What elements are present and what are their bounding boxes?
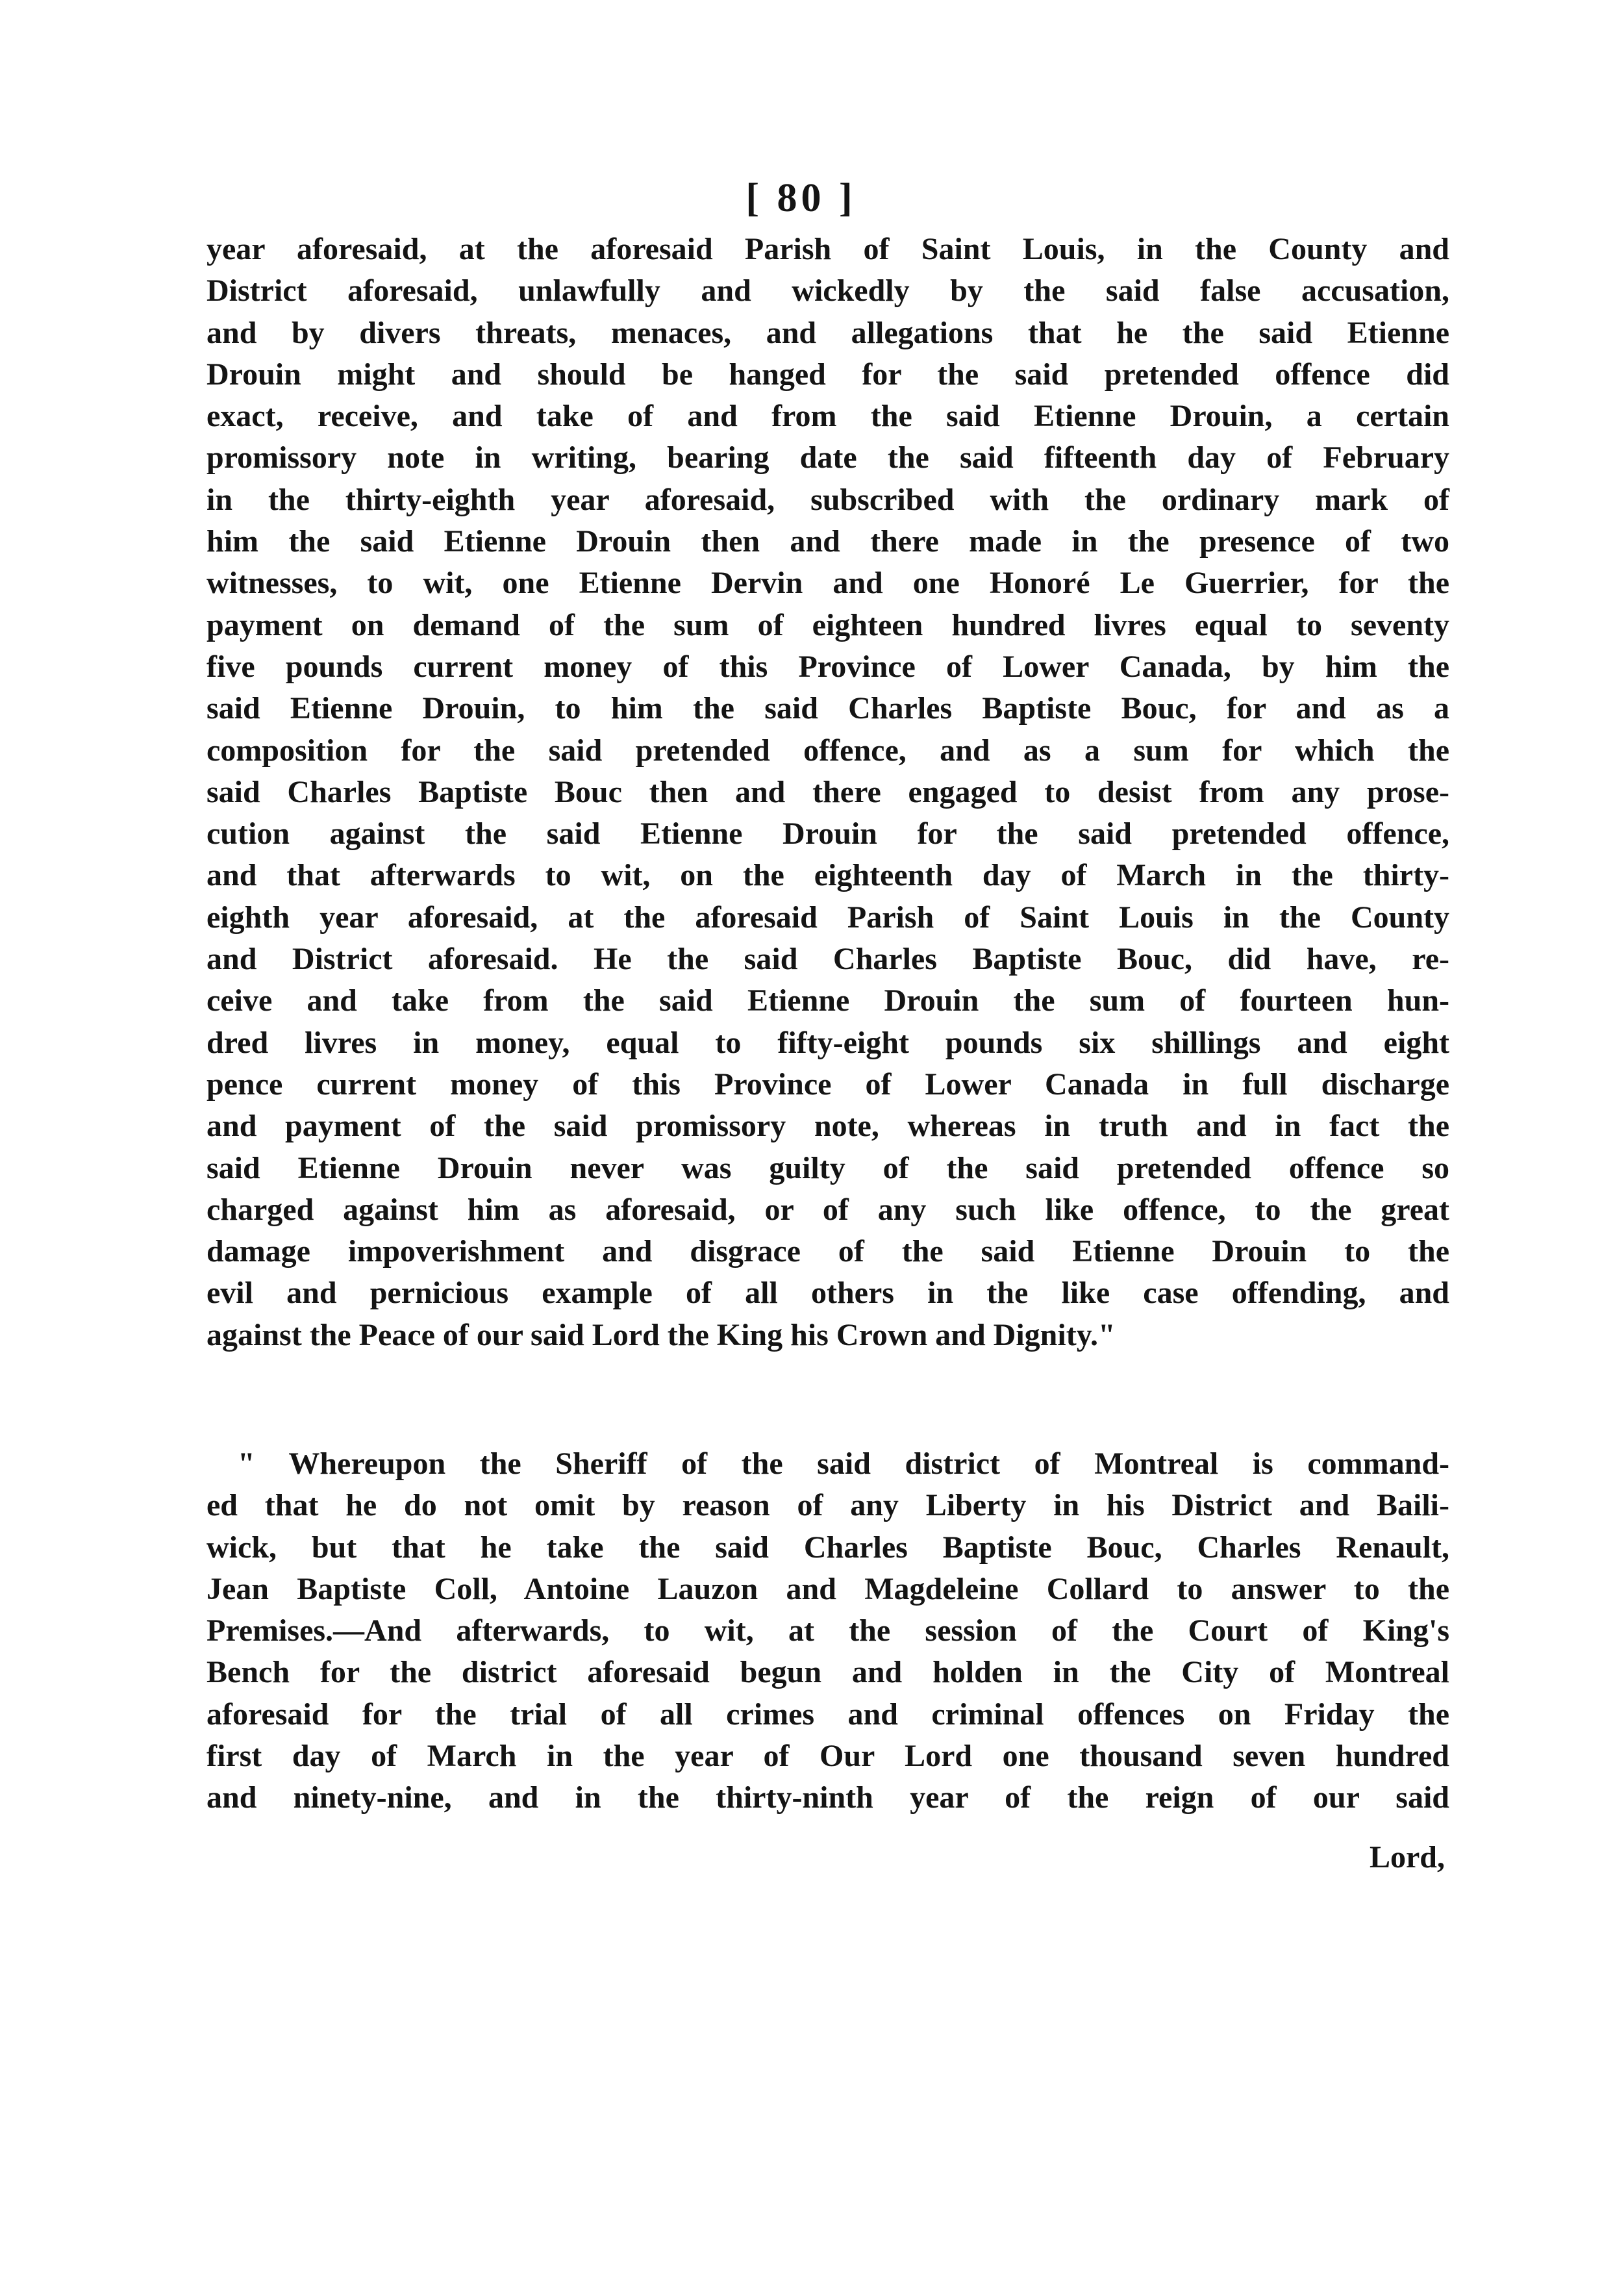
text-line: eighth year aforesaid, at the aforesaid Parish of Saint Louis in the County: [207, 900, 1449, 935]
text-line: promissory note in writing, bearing date the said fifteenth day of February: [207, 440, 1449, 475]
text-line: against the Peace of our said Lord the King his Crown and Dignity.": [207, 1317, 1116, 1352]
text-line: him the said Etienne Drouin then and there made in the presence of two: [207, 524, 1449, 559]
text-line: charged against him as aforesaid, or of any such like offence, to the great: [207, 1192, 1449, 1227]
text-line: in the thirty-eighth year aforesaid, subscribed with the ordinary mark of: [207, 482, 1449, 517]
text-line: Premises.—And afterwards, to wit, at the session of the Court of King's: [207, 1613, 1449, 1648]
text-line: year aforesaid, at the aforesaid Parish of Saint Louis, in the County and: [207, 232, 1449, 266]
text-line: dred livres in money, equal to fifty-eight pounds six shillings and eight: [207, 1025, 1449, 1060]
text-line: and that afterwards to wit, on the eighteenth day of March in the thirty-: [207, 858, 1449, 893]
text-line: and by divers threats, menaces, and allegations that he the said Etienne: [207, 315, 1449, 350]
text-line: ceive and take from the said Etienne Drouin the sum of fourteen hun-: [207, 983, 1449, 1018]
text-line: and ninety-nine, and in the thirty-ninth year of the reign of our said: [207, 1780, 1449, 1815]
text-line: said Etienne Drouin, to him the said Charles Baptiste Bouc, for and as a: [207, 691, 1449, 726]
paragraph-1: [207, 229, 1449, 1356]
text-line: exact, receive, and take of and from the said Etienne Drouin, a certain: [207, 399, 1449, 434]
text-line: pence current money of this Province of Lower Canada in full discharge: [207, 1066, 1449, 1102]
text-line: and District aforesaid. He the said Charles Baptiste Bouc, did have, re-: [207, 942, 1449, 977]
text-line: payment on demand of the sum of eighteen hundred livres equal to seventy: [207, 607, 1449, 642]
text-line: evil and pernicious example of all others in the like case offending, and: [207, 1276, 1449, 1311]
text-line: said Charles Baptiste Bouc then and there engaged to desist from any prose-: [207, 774, 1449, 809]
text-line: and payment of the said promissory note, whereas in truth and in fact the: [207, 1109, 1449, 1144]
text-line: cution against the said Etienne Drouin for the said pretended offence,: [207, 816, 1449, 852]
text-line: said Etienne Drouin never was guilty of the said pretended offence so: [207, 1150, 1449, 1185]
text-line: aforesaid for the trial of all crimes and criminal offences on Friday the: [207, 1697, 1449, 1732]
text-line: wick, but that he take the said Charles Baptiste Bouc, Charles Renault,: [207, 1530, 1449, 1565]
text-line: composition for the said pretended offence, and as a sum for which the: [207, 733, 1449, 768]
page-number: [ 80 ]: [745, 176, 857, 220]
text-line: five pounds current money of this Province of Lower Canada, by him the: [207, 649, 1449, 684]
text-line: " Whereupon the Sheriff of the said district of Montreal is command-: [238, 1446, 1449, 1481]
paragraph-2: [207, 1443, 1449, 1819]
text-line: first day of March in the year of Our Lord one thousand seven hundred: [207, 1739, 1449, 1774]
text-line: Drouin might and should be hanged for the said pretended offence did: [207, 357, 1449, 392]
text-line: witnesses, to wit, one Etienne Dervin and one Honoré Le Guerrier, for the: [207, 566, 1449, 601]
text-line: ed that he do not omit by reason of any Liberty in his District and Baili-: [207, 1488, 1449, 1523]
text-line: Jean Baptiste Coll, Antoine Lauzon and Magdeleine Collard to answer to the: [207, 1571, 1449, 1606]
text-line: District aforesaid, unlawfully and wickedly by the said false accusation,: [207, 273, 1449, 309]
text-line: damage impoverishment and disgrace of the said Etienne Drouin to the: [207, 1234, 1449, 1269]
text-line: Bench for the district aforesaid begun and holden in the City of Montreal: [207, 1655, 1449, 1690]
catchword: Lord,: [1369, 1840, 1445, 1874]
